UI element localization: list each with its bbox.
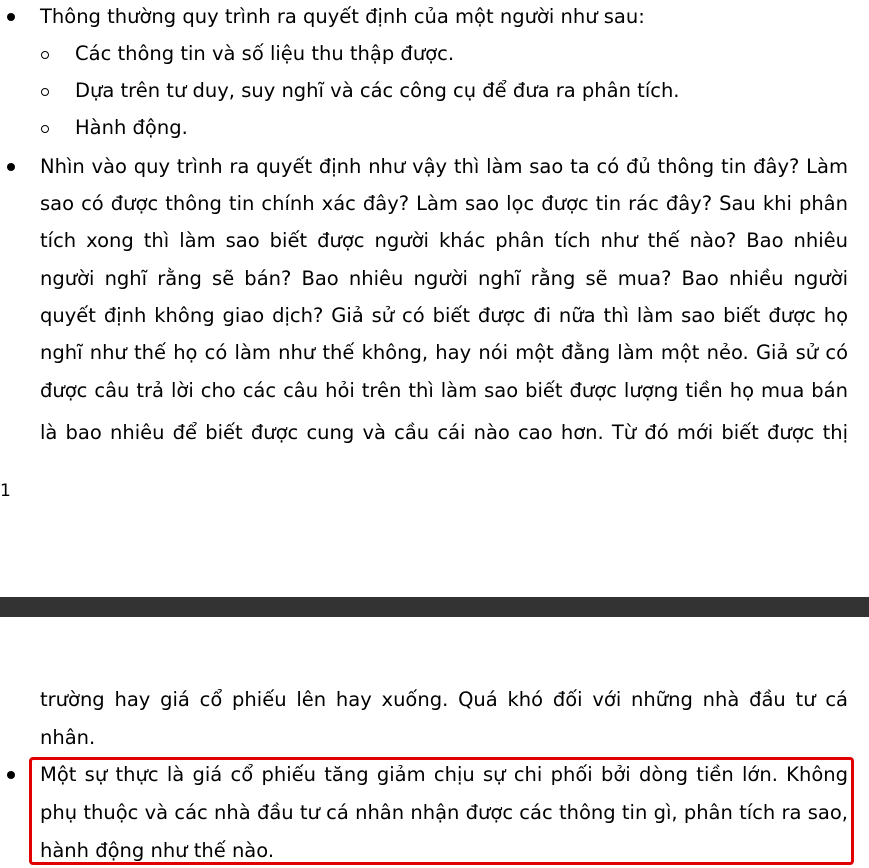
sub-bullet-icon <box>41 88 49 96</box>
paragraph-line: Nhìn vào quy trình ra quyết định như vậy thì làm sao ta có đủ thông tin đây? Làm <box>40 155 848 178</box>
highlighted-line: hành động như thế nào. <box>40 839 275 862</box>
bullet-icon <box>7 13 15 21</box>
paragraph-line: quyết định không giao dịch? Giả sử có biết được đi nữa thì làm sao biết được họ <box>40 304 848 327</box>
page-number: 1 <box>0 481 11 501</box>
sub-item-text: Các thông tin và số liệu thu thập được. <box>75 42 455 65</box>
highlighted-line: phụ thuộc và các nhà đầu tư cá nhân nhận được các thông tin gì, phân tích ra sao, <box>40 801 848 824</box>
sub-bullet-icon <box>41 51 49 59</box>
paragraph-line: sao có được thông tin chính xác đây? Làm sao lọc được tin rác đây? Sau khi phân <box>40 192 848 215</box>
paragraph-line: là bao nhiêu để biết được cung và cầu cái nào cao hơn. Từ đó mới biết được thị <box>40 421 848 444</box>
bullet-text: Thông thường quy trình ra quyết định của một người như sau: <box>40 5 645 28</box>
paragraph-line: tích xong thì làm sao biết được người khác phân tích như thế nào? Bao nhiêu <box>40 229 848 252</box>
paragraph-line: được câu trả lời cho các câu hỏi trên thì làm sao biết được lượng tiền họ mua bán <box>40 379 848 402</box>
sub-item-text: Hành động. <box>75 116 188 139</box>
sub-bullet-icon <box>41 125 49 133</box>
page-separator <box>0 597 869 617</box>
highlight-box <box>29 757 854 865</box>
paragraph-line: người nghĩ rằng sẽ bán? Bao nhiêu người nghĩ rằng sẽ mua? Bao nhiều người <box>40 267 848 290</box>
sub-item-text: Dựa trên tư duy, suy nghĩ và các công cụ để đưa ra phân tích. <box>75 79 680 102</box>
bullet-icon <box>7 771 15 779</box>
highlighted-line: Một sự thực là giá cổ phiếu tăng giảm chịu sự chi phối bởi dòng tiền lớn. Không <box>40 763 848 786</box>
paragraph-line: nhân. <box>40 726 96 749</box>
paragraph-line: trường hay giá cổ phiếu lên hay xuống. Quá khó đối với những nhà đầu tư cá <box>40 688 848 711</box>
bullet-icon <box>7 163 15 171</box>
paragraph-line: nghĩ như thế họ có làm như thế không, hay nói một đằng làm một nẻo. Giả sử có <box>40 341 848 364</box>
